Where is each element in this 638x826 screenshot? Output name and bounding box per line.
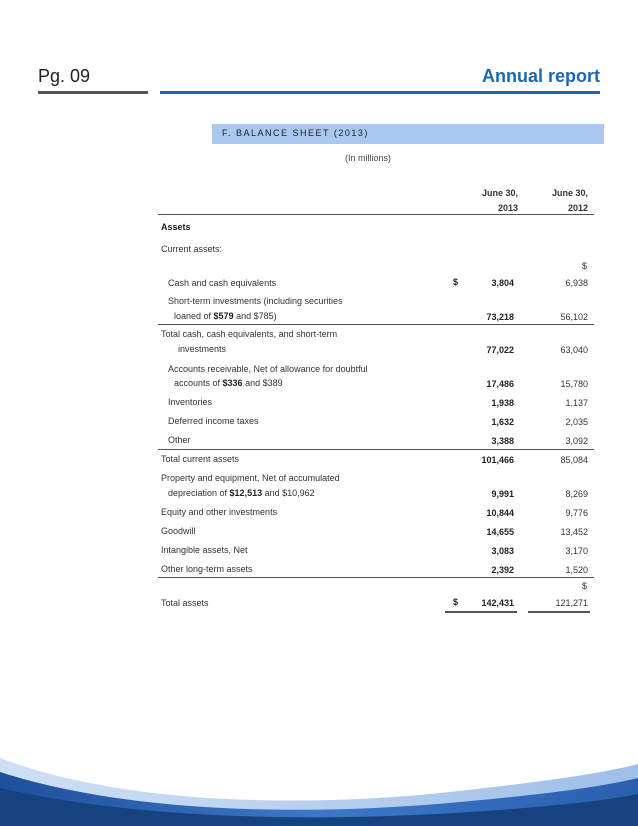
column-header-2013-line2: 2013 <box>497 203 518 213</box>
label-text: loaned of <box>174 311 214 321</box>
row-label: Inventories <box>168 397 213 407</box>
value-2012: 2,035 <box>565 417 588 427</box>
row-label: Total current assets <box>161 454 240 464</box>
row-label: Intangible assets, Net <box>161 545 248 555</box>
row-label: Other <box>168 435 191 445</box>
column-header-2012-line2: 2012 <box>567 203 588 213</box>
value-2012: 63,040 <box>560 345 588 355</box>
label-bold: $579 <box>213 311 234 321</box>
value-2012: 9,776 <box>565 508 588 518</box>
row-label: Other long-term assets <box>161 564 253 574</box>
value-2013: 101,466 <box>481 455 514 465</box>
row-label-line2 <box>174 309 277 324</box>
value-2013: 142,431 <box>481 598 514 608</box>
section-title: F. BALANCE SHEET (2013) <box>222 128 369 138</box>
row-underline <box>158 449 594 450</box>
value-2013: 1,632 <box>491 417 514 427</box>
label-text: and $785) <box>233 311 277 321</box>
row-underline <box>158 324 594 325</box>
current-assets-heading: Current assets: <box>161 244 223 254</box>
value-2012: 56,102 <box>560 312 588 322</box>
label-bold: $12,513 <box>229 488 263 498</box>
label-text: accounts of <box>174 378 223 388</box>
column-header-2012-line1: June 30, <box>551 188 588 198</box>
value-2013: 14,655 <box>486 527 514 537</box>
value-2013: 73,218 <box>486 312 514 322</box>
value-2013: 3,804 <box>491 278 514 288</box>
label-text: depreciation of <box>168 488 230 498</box>
row-label: Total assets <box>161 598 209 608</box>
row-label: Deferred income taxes <box>168 416 259 426</box>
value-2013: 77,022 <box>486 345 514 355</box>
total-double-underline-2012 <box>528 611 590 613</box>
value-2012: 3,170 <box>565 546 588 556</box>
row-label-line1: Short-term investments (including securities <box>168 296 343 306</box>
dollar-sign-2012: $ <box>582 581 588 591</box>
row-label: Cash and cash equivalents <box>168 278 277 288</box>
row-label-line2: investments <box>178 344 227 354</box>
row-label-line1: Property and equipment, Net of accumulated <box>161 473 340 483</box>
value-2012: 3,092 <box>565 436 588 446</box>
value-2013: 3,083 <box>491 546 514 556</box>
value-2012: 1,137 <box>565 398 588 408</box>
dollar-sign-2013: $ <box>453 277 459 287</box>
label-bold: $336 <box>222 378 243 388</box>
value-2013: 3,388 <box>491 436 514 446</box>
value-2012: 1,520 <box>565 565 588 575</box>
balance-sheet-table <box>158 0 594 826</box>
value-2012: 6,938 <box>565 278 588 288</box>
total-double-underline-2013 <box>445 611 517 613</box>
value-2012: 8,269 <box>565 489 588 499</box>
row-label-line1: Accounts receivable, Net of allowance for doubtful <box>168 364 368 374</box>
assets-heading: Assets <box>161 222 191 232</box>
row-label: Equity and other investments <box>161 507 278 517</box>
row-label-line2 <box>168 486 315 501</box>
value-2013: 10,844 <box>486 508 514 518</box>
row-label: Goodwill <box>161 526 196 536</box>
page-label: Pg. 09 <box>38 66 91 86</box>
header-rule-left <box>38 91 148 94</box>
dollar-sign-2012: $ <box>582 261 588 271</box>
row-label-line2 <box>174 376 283 391</box>
units-note: (In millions) <box>345 153 392 163</box>
value-2013: 17,486 <box>486 379 514 389</box>
value-2012: 121,271 <box>555 598 588 608</box>
value-2013: 9,991 <box>491 489 514 499</box>
row-label-line1: Total cash, cash equivalents, and short-term <box>161 329 338 339</box>
label-text: and $10,962 <box>262 488 315 498</box>
report-title: Annual report <box>481 66 600 86</box>
row-underline <box>158 577 594 578</box>
column-header-2013-line1: June 30, <box>481 188 518 198</box>
label-text: and $389 <box>242 378 283 388</box>
dollar-sign-2013: $ <box>453 597 459 607</box>
value-2013: 2,392 <box>491 565 514 575</box>
header-underline <box>158 214 594 215</box>
value-2013: 1,938 <box>491 398 514 408</box>
value-2012: 15,780 <box>560 379 588 389</box>
footer-wave-decoration <box>0 716 638 826</box>
value-2012: 13,452 <box>560 527 588 537</box>
value-2012: 85,084 <box>560 455 588 465</box>
